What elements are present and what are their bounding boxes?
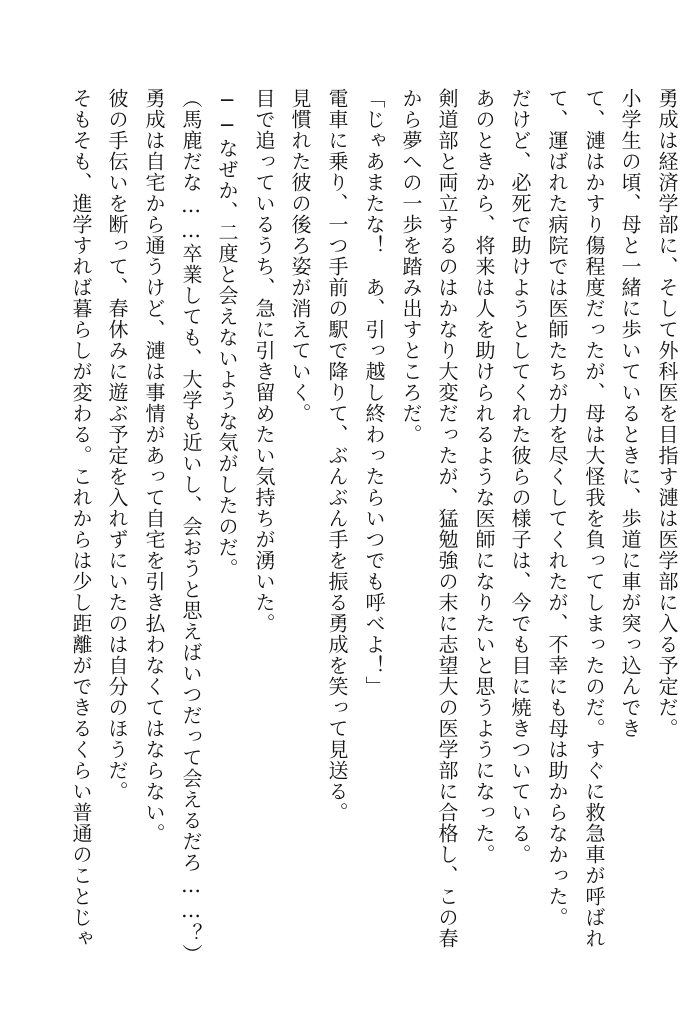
text-line-2: 小学生の頃、母と一緒に歩いているときに、歩道に車が突っ込んでき [618,88,642,739]
text-line-3: て、漣はかすり傷程度だったが、母は大怪我を負ってしまったのだ。すぐに救急車が呼ばれ [582,88,606,949]
dialogue-line: 「じゃあまたな！ あ、引っ越し終わったらいつでも呼べよ！」 [362,88,386,697]
text-line-17: そもそも、進学すれば暮らしが変わる。これからは少し距離ができるくらい普通のことじゃ [69,88,93,949]
text-line-7: 剣道部と両立するのはかなり大変だったが、猛勉強の末に志望大の医学部に合格し、この春 [435,88,459,949]
text-line-11: 見慣れた彼の後ろ姿が消えていく。 [288,88,312,424]
text-line-15: 勇成は自宅から通うけど、漣は事情があって自宅を引き払わなくてはならない。 [142,88,166,844]
text-line-6: あのときから、将来は人を助けられるような医師になりたいと思うようになった。 [472,88,496,865]
inner-thought-line: （馬鹿だな……卒業しても、大学も近いし、会おうと思えばいつだって会えるだろ……？） [179,88,203,965]
text-line-10: 電車に乗り、一つ手前の駅で降りて、ぶんぶん手を振る勇成を笑って見送る。 [325,88,349,823]
text-line-4: て、運ばれた病院では医師たちが力を尽くしてくれたが、不幸にも母は助からなかった。 [545,88,569,928]
text-line-1: 勇成は経済学部に、そして外科医を目指す漣は医学部に入る予定だ。 [655,88,679,739]
text-line-12: 目で追っているうち、急に引き留めたい気持ちが湧いた。 [252,88,276,634]
text-line-5: だけど、必死で助けようとしてくれた彼らの様子は、今でも目に焼きついている。 [508,88,532,865]
text-line-13: ──なぜか、二度と会えないような気がしたのだ。 [215,88,239,579]
text-line-8: から夢への一歩を踏み出すところだ。 [399,88,423,445]
text-line-16: 彼の手伝いを断って、春休みに遊ぶ予定を入れずにいたのは自分のほうだ。 [105,88,129,802]
